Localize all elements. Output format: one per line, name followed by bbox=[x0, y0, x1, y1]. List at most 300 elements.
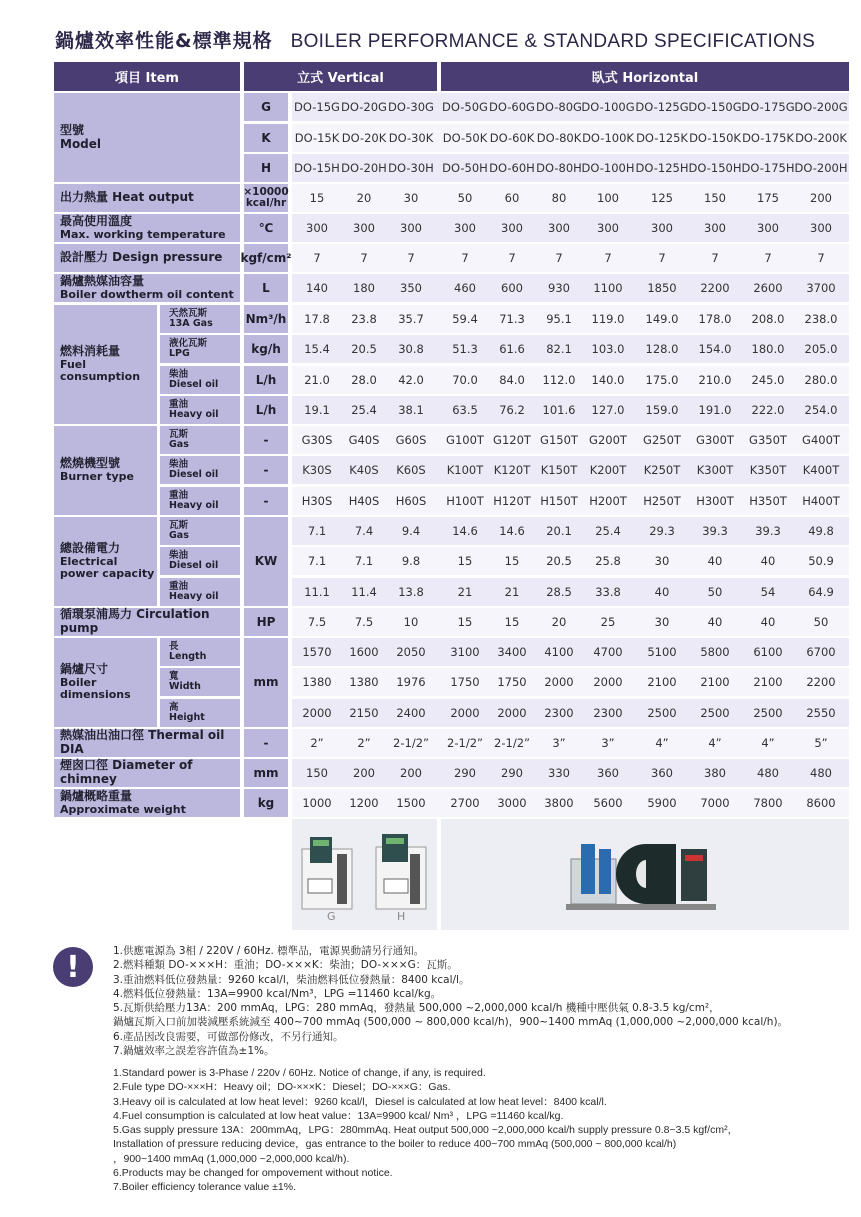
cell-fuel_gas-3: 59.4 bbox=[452, 312, 478, 326]
cell-burner_gas-9: G350T bbox=[749, 433, 787, 447]
cell-power_gas-8: 39.3 bbox=[702, 524, 728, 538]
cell-oil_content-0: 140 bbox=[306, 281, 328, 295]
cell-burner_gas-2: G60S bbox=[395, 433, 427, 447]
note-en-line: 4.Fuel consumption is calculated at low heat value：13A=9900 kcal/ Nm³ ，LPG =11460 kcal/kg. bbox=[113, 1109, 564, 1122]
cell-design_pressure-7: 7 bbox=[658, 251, 666, 265]
cell-oil_content-3: 460 bbox=[454, 281, 476, 295]
cell-design_pressure-4: 7 bbox=[508, 251, 516, 265]
vertical-boiler-photos bbox=[292, 819, 437, 930]
cell-power_diesel-2: 9.8 bbox=[401, 554, 421, 568]
cell-dim_height-1: 2150 bbox=[349, 706, 379, 720]
sub-zh-power_diesel: 柴油 bbox=[169, 549, 189, 561]
header-horizontal: 臥式 Horizontal bbox=[441, 62, 849, 91]
note-en-line: 6.Products may be changed for ompovement without notice. bbox=[113, 1167, 393, 1180]
cell-power_heavy-0: 11.1 bbox=[304, 585, 330, 599]
cell-burner_diesel-9: K350T bbox=[749, 463, 787, 477]
group-label-fuel bbox=[54, 305, 157, 424]
cell-burner_gas-0: G30S bbox=[301, 433, 333, 447]
cell-dim_length-1: 1600 bbox=[349, 645, 379, 659]
cell-dim_length-3: 3100 bbox=[450, 645, 480, 659]
cell-power_gas-5: 20.1 bbox=[546, 524, 572, 538]
cell-pump-5: 20 bbox=[551, 615, 567, 629]
label-text-pump: 循環泵浦馬力 Circulation pump bbox=[60, 607, 210, 635]
sub-label-burner_diesel bbox=[160, 456, 240, 484]
cell-fuel_lpg-3: 51.3 bbox=[452, 342, 478, 356]
group-en-dim: Boiler dimensions bbox=[60, 675, 131, 702]
sub-en-burner_diesel: Diesel oil bbox=[169, 469, 219, 480]
cell-power_diesel-5: 20.5 bbox=[546, 554, 572, 568]
cell-fuel_gas-5: 95.1 bbox=[546, 312, 572, 326]
sub-label-burner_heavy bbox=[160, 487, 240, 515]
cell-dim_length-9: 6100 bbox=[753, 645, 783, 659]
label-text-oil_dia: 熱媒油出油口徑 Thermal oil DIA bbox=[60, 728, 225, 756]
group-label-burner bbox=[54, 426, 157, 515]
cell-oil_content-8: 2200 bbox=[700, 281, 730, 295]
cell-power_diesel-3: 15 bbox=[457, 554, 473, 568]
sub-zh-dim_height: 高 bbox=[169, 701, 179, 713]
group-label-power bbox=[54, 517, 157, 606]
sub-en-fuel_lpg: LPG bbox=[169, 348, 190, 359]
label-heat_output bbox=[54, 184, 240, 212]
cell-dim_width-8: 2100 bbox=[700, 675, 730, 689]
note-en-line: Installation of pressure reducing device，gas entrance to the boiler to reduce 400~700 mmAq (500,000 ~ 800,000 kcal/h) bbox=[113, 1138, 677, 1151]
cell-fuel_lpg-5: 82.1 bbox=[546, 342, 572, 356]
cell-power_gas-1: 7.4 bbox=[354, 524, 374, 538]
cell-model_h-7: DO-125H bbox=[635, 161, 689, 175]
cell-dim_height-6: 2300 bbox=[593, 706, 623, 720]
cell-burner_gas-8: G300T bbox=[696, 433, 734, 447]
cell-heat_output-4: 60 bbox=[504, 191, 520, 205]
label-en-max_temp: Max. working temperature bbox=[60, 227, 226, 241]
cell-chimney-0: 150 bbox=[306, 766, 328, 780]
cell-design_pressure-9: 7 bbox=[764, 251, 772, 265]
cell-power_diesel-0: 7.1 bbox=[307, 554, 327, 568]
cell-chimney-2: 200 bbox=[400, 766, 422, 780]
cell-power_heavy-1: 11.4 bbox=[351, 585, 377, 599]
label-zh-oil_content: 鍋爐熱媒油容量 bbox=[60, 273, 145, 288]
cell-weight-3: 2700 bbox=[450, 796, 480, 810]
label-en-weight: Approximate weight bbox=[60, 802, 186, 816]
cell-weight-6: 5600 bbox=[593, 796, 623, 810]
cell-weight-10: 8600 bbox=[806, 796, 836, 810]
cell-model_g-7: DO-125G bbox=[635, 100, 689, 114]
cell-oil_content-9: 2600 bbox=[753, 281, 783, 295]
sub-en-dim_length: Length bbox=[169, 651, 207, 662]
note-en-line: ，900~1400 mmAq (1,000,000 ~2,000,000 kcal/h). bbox=[113, 1152, 350, 1165]
cell-power_diesel-7: 30 bbox=[654, 554, 670, 568]
sub-label-power_diesel bbox=[160, 547, 240, 575]
cell-model_h-10: DO-200H bbox=[794, 161, 848, 175]
cell-burner_gas-4: G120T bbox=[493, 433, 531, 447]
cell-burner_heavy-1: H40S bbox=[348, 494, 380, 508]
cell-fuel_gas-10: 238.0 bbox=[804, 312, 838, 326]
cell-burner_diesel-2: K60S bbox=[396, 463, 426, 477]
horizontal-boiler-illustration bbox=[441, 819, 849, 930]
note-zh-line: 5.瓦斯供給壓力13A：200 mmAq，LPG：280 mmAq，發熱量 500,000 ~2,000,000 kcal/h 機種中壓供氣 0.8-3.5 kg/cm²， bbox=[113, 1002, 720, 1015]
cell-power_heavy-10: 64.9 bbox=[808, 585, 834, 599]
unit-oil_dia: - bbox=[244, 729, 288, 757]
cell-model_g-9: DO-175G bbox=[741, 100, 795, 114]
label-chimney bbox=[54, 759, 240, 787]
note-zh-line: 6.產品因改良需要，可做部份修改，不另行通知。 bbox=[113, 1030, 344, 1043]
cell-fuel_diesel-7: 175.0 bbox=[645, 373, 679, 387]
cell-fuel_lpg-4: 61.6 bbox=[499, 342, 525, 356]
cell-weight-4: 3000 bbox=[497, 796, 527, 810]
cell-oil_content-1: 180 bbox=[353, 281, 375, 295]
sub-zh-fuel_lpg: 液化瓦斯 bbox=[169, 337, 208, 349]
cell-fuel_gas-0: 17.8 bbox=[304, 312, 330, 326]
cell-model_h-6: DO-100H bbox=[581, 161, 635, 175]
cell-oil_content-7: 1850 bbox=[647, 281, 677, 295]
sub-label-dim_width bbox=[160, 668, 240, 696]
group-en-fuel: Fuel consumption bbox=[60, 357, 141, 384]
cell-fuel_heavy-2: 38.1 bbox=[398, 403, 424, 417]
label-max_temp bbox=[54, 214, 240, 242]
cell-dim_height-2: 2400 bbox=[396, 706, 426, 720]
sub-zh-burner_heavy: 重油 bbox=[169, 489, 189, 501]
unit-power: KW bbox=[244, 517, 288, 606]
unit-max_temp: ℃ bbox=[244, 214, 288, 242]
label-model-en: Model bbox=[60, 136, 102, 151]
cell-power_heavy-6: 33.8 bbox=[595, 585, 621, 599]
cell-max_temp-5: 300 bbox=[548, 221, 570, 235]
cell-fuel_heavy-0: 19.1 bbox=[304, 403, 330, 417]
cell-fuel_diesel-5: 112.0 bbox=[542, 373, 576, 387]
cell-power_diesel-4: 15 bbox=[504, 554, 520, 568]
cell-heat_output-3: 50 bbox=[457, 191, 473, 205]
note-zh-line: 4.燃料低位發熱量：13A=9900 kcal/Nm³，LPG =11460 kcal/kg。 bbox=[113, 987, 442, 1000]
cell-max_temp-6: 300 bbox=[597, 221, 619, 235]
cell-model_g-8: DO-150G bbox=[688, 100, 742, 114]
cell-dim_width-0: 1380 bbox=[302, 675, 332, 689]
cell-burner_gas-10: G400T bbox=[802, 433, 840, 447]
cell-model_h-5: DO-80H bbox=[536, 161, 582, 175]
cell-oil_content-2: 350 bbox=[400, 281, 422, 295]
cell-model_g-3: DO-50G bbox=[442, 100, 488, 114]
cell-fuel_lpg-0: 15.4 bbox=[304, 342, 330, 356]
sub-en-burner_heavy: Heavy oil bbox=[169, 500, 219, 511]
cell-fuel_diesel-4: 84.0 bbox=[499, 373, 525, 387]
cell-max_temp-8: 300 bbox=[704, 221, 726, 235]
label-text-heat_output: 出力熱量 Heat output bbox=[60, 190, 194, 205]
cell-burner_heavy-9: H350T bbox=[749, 494, 787, 508]
cell-model_k-2: DO-30K bbox=[388, 131, 434, 145]
sub-en-fuel_heavy: Heavy oil bbox=[169, 409, 219, 420]
title-en: BOILER PERFORMANCE & STANDARD SPECIFICATIONS bbox=[290, 31, 816, 52]
sub-label-fuel_heavy bbox=[160, 396, 240, 424]
cell-power_gas-10: 49.8 bbox=[808, 524, 834, 538]
cell-model_k-8: DO-150K bbox=[689, 131, 741, 145]
cell-pump-3: 15 bbox=[457, 615, 473, 629]
cell-model_h-4: DO-60H bbox=[489, 161, 535, 175]
cell-dim_length-6: 4700 bbox=[593, 645, 623, 659]
cell-fuel_diesel-10: 280.0 bbox=[804, 373, 838, 387]
cell-power_heavy-9: 54 bbox=[760, 585, 776, 599]
cell-fuel_lpg-6: 103.0 bbox=[591, 342, 625, 356]
cell-max_temp-4: 300 bbox=[501, 221, 523, 235]
note-en-line: 2.Fule type DO-×××H：Heavy oil；DO-×××K：Diesel；DO-×××G：Gas. bbox=[113, 1081, 451, 1094]
unit-burner_diesel: - bbox=[244, 456, 288, 484]
cell-design_pressure-10: 7 bbox=[817, 251, 825, 265]
cell-burner_diesel-6: K200T bbox=[589, 463, 627, 477]
sub-en-fuel_diesel: Diesel oil bbox=[169, 379, 219, 390]
group-label-dim bbox=[54, 638, 157, 727]
label-oil_content bbox=[54, 274, 240, 302]
cell-oil_dia-4: 2-1/2” bbox=[494, 736, 530, 750]
cell-oil_dia-3: 2-1/2” bbox=[447, 736, 483, 750]
cell-heat_output-1: 20 bbox=[356, 191, 372, 205]
cell-fuel_diesel-2: 42.0 bbox=[398, 373, 424, 387]
cell-pump-7: 30 bbox=[654, 615, 670, 629]
sub-en-power_diesel: Diesel oil bbox=[169, 560, 219, 571]
cell-fuel_gas-6: 119.0 bbox=[591, 312, 625, 326]
cell-burner_gas-6: G200T bbox=[589, 433, 627, 447]
cell-fuel_heavy-3: 63.5 bbox=[452, 403, 478, 417]
label-zh-weight: 鍋爐概略重量 bbox=[60, 788, 133, 803]
unit-fuel_gas: Nm³/h bbox=[244, 305, 288, 333]
sub-zh-burner_diesel: 柴油 bbox=[169, 458, 189, 470]
cell-model_g-2: DO-30G bbox=[388, 100, 434, 114]
cell-pump-10: 50 bbox=[813, 615, 829, 629]
note-zh-line: 3.重油燃料低位發熱量：9260 kcal/l，柴油燃料低位發熱量：8400 kcal/l。 bbox=[113, 973, 470, 986]
group-zh-burner: 燃燒機型號 bbox=[60, 456, 121, 471]
label-design_pressure bbox=[54, 244, 240, 272]
cell-burner_gas-3: G100T bbox=[446, 433, 484, 447]
label-pump bbox=[54, 608, 240, 636]
cell-dim_width-9: 2100 bbox=[753, 675, 783, 689]
cell-burner_diesel-3: K100T bbox=[446, 463, 484, 477]
cell-model_k-9: DO-175K bbox=[742, 131, 794, 145]
label-text-design_pressure: 設計壓力 Design pressure bbox=[60, 250, 223, 265]
cell-max_temp-7: 300 bbox=[651, 221, 673, 235]
cell-dim_width-1: 1380 bbox=[349, 675, 379, 689]
group-en2-power: power capacity bbox=[60, 567, 155, 581]
label-model bbox=[54, 93, 240, 182]
cell-dim_height-3: 2000 bbox=[450, 706, 480, 720]
cell-dim_width-6: 2000 bbox=[593, 675, 623, 689]
cell-oil_dia-0: 2” bbox=[310, 736, 324, 750]
cell-pump-8: 40 bbox=[707, 615, 723, 629]
cell-model_g-6: DO-100G bbox=[581, 100, 635, 114]
cell-oil_content-4: 600 bbox=[501, 281, 523, 295]
cell-max_temp-3: 300 bbox=[454, 221, 476, 235]
cell-fuel_gas-7: 149.0 bbox=[645, 312, 679, 326]
cell-fuel_diesel-9: 245.0 bbox=[751, 373, 785, 387]
header-item: 項目 Item bbox=[54, 62, 240, 91]
cell-chimney-5: 330 bbox=[548, 766, 570, 780]
cell-power_heavy-5: 28.5 bbox=[546, 585, 572, 599]
sub-label-power_heavy bbox=[160, 578, 240, 606]
cell-dim_height-0: 2000 bbox=[302, 706, 332, 720]
cell-model_h-2: DO-30H bbox=[388, 161, 434, 175]
cell-fuel_heavy-1: 25.4 bbox=[351, 403, 377, 417]
cell-dim_width-4: 1750 bbox=[497, 675, 527, 689]
cell-dim_length-2: 2050 bbox=[396, 645, 426, 659]
cell-chimney-7: 360 bbox=[651, 766, 673, 780]
cell-chimney-9: 480 bbox=[757, 766, 779, 780]
sub-zh-dim_width: 寬 bbox=[169, 670, 179, 682]
cell-dim_height-8: 2500 bbox=[700, 706, 730, 720]
sub-label-fuel_lpg bbox=[160, 335, 240, 363]
cell-burner_diesel-1: K40S bbox=[349, 463, 379, 477]
note-en-line: 7.Boiler efficiency tolerance value ±1%. bbox=[113, 1181, 297, 1194]
cell-burner_heavy-2: H60S bbox=[395, 494, 427, 508]
cell-model_g-4: DO-60G bbox=[489, 100, 535, 114]
cell-burner_diesel-10: K400T bbox=[802, 463, 840, 477]
sub-label-fuel_diesel bbox=[160, 366, 240, 394]
cell-chimney-3: 290 bbox=[454, 766, 476, 780]
cell-fuel_lpg-2: 30.8 bbox=[398, 342, 424, 356]
cell-chimney-4: 290 bbox=[501, 766, 523, 780]
cell-model_k-0: DO-15K bbox=[294, 131, 340, 145]
sub-label-fuel_gas bbox=[160, 305, 240, 333]
cell-model_g-1: DO-20G bbox=[341, 100, 387, 114]
cell-dim_length-10: 6700 bbox=[806, 645, 836, 659]
cell-dim_height-10: 2550 bbox=[806, 706, 836, 720]
cell-fuel_diesel-6: 140.0 bbox=[591, 373, 625, 387]
sub-zh-power_gas: 瓦斯 bbox=[169, 519, 189, 531]
label-oil_dia bbox=[54, 729, 240, 757]
cell-burner_heavy-4: H120T bbox=[493, 494, 531, 508]
cell-weight-1: 1200 bbox=[349, 796, 379, 810]
unit-dim: mm bbox=[244, 638, 288, 727]
group-zh-dim: 鍋爐尺寸 bbox=[60, 661, 109, 676]
unit-fuel_diesel: L/h bbox=[244, 366, 288, 394]
cell-power_gas-0: 7.1 bbox=[307, 524, 327, 538]
cell-chimney-10: 480 bbox=[810, 766, 832, 780]
cell-power_heavy-4: 21 bbox=[504, 585, 520, 599]
photo-label-h: H bbox=[397, 910, 406, 923]
vertical-boiler-illustration bbox=[292, 819, 437, 930]
cell-dim_height-5: 2300 bbox=[544, 706, 574, 720]
cell-dim_length-8: 5800 bbox=[700, 645, 730, 659]
cell-fuel_lpg-10: 205.0 bbox=[804, 342, 838, 356]
sub-en-fuel_gas: 13A Gas bbox=[169, 318, 213, 329]
cell-heat_output-6: 100 bbox=[597, 191, 619, 205]
sub-label-dim_length bbox=[160, 638, 240, 666]
cell-burner_heavy-7: H250T bbox=[643, 494, 681, 508]
cell-model_h-9: DO-175H bbox=[741, 161, 795, 175]
cell-oil_dia-7: 4” bbox=[655, 736, 669, 750]
cell-fuel_lpg-1: 20.5 bbox=[351, 342, 377, 356]
cell-dim_height-9: 2500 bbox=[753, 706, 783, 720]
cell-design_pressure-2: 7 bbox=[407, 251, 415, 265]
cell-model_k-5: DO-80K bbox=[536, 131, 582, 145]
cell-chimney-1: 200 bbox=[353, 766, 375, 780]
cell-dim_width-3: 1750 bbox=[450, 675, 480, 689]
cell-burner_gas-5: G150T bbox=[540, 433, 578, 447]
cell-design_pressure-6: 7 bbox=[604, 251, 612, 265]
cell-power_gas-2: 9.4 bbox=[401, 524, 421, 538]
group-zh-fuel: 燃料消耗量 bbox=[60, 343, 121, 358]
cell-model_g-0: DO-15G bbox=[294, 100, 340, 114]
cell-model_g-5: DO-80G bbox=[536, 100, 582, 114]
cell-model_h-0: DO-15H bbox=[294, 161, 340, 175]
sub-zh-dim_length: 長 bbox=[169, 640, 179, 652]
cell-power_gas-9: 39.3 bbox=[755, 524, 781, 538]
cell-model_h-3: DO-50H bbox=[442, 161, 488, 175]
cell-fuel_gas-4: 71.3 bbox=[499, 312, 525, 326]
cell-max_temp-1: 300 bbox=[353, 221, 375, 235]
sub-zh-fuel_diesel: 柴油 bbox=[169, 368, 189, 380]
sub-zh-power_heavy: 重油 bbox=[169, 580, 189, 592]
unit-heat_output: ×10000 kcal/hr bbox=[244, 184, 288, 212]
cell-pump-9: 40 bbox=[760, 615, 776, 629]
cell-fuel_diesel-0: 21.0 bbox=[304, 373, 330, 387]
cell-burner_diesel-0: K30S bbox=[302, 463, 332, 477]
title-zh: 鍋爐效率性能&標準規格 bbox=[55, 30, 273, 52]
sub-label-dim_height bbox=[160, 699, 240, 727]
note-zh-line: 2.燃料種類 DO-×××H：重油；DO-×××K：柴油；DO-×××G：瓦斯。 bbox=[113, 959, 458, 972]
note-en-line: 1.Standard power is 3-Phase / 220v / 60Hz. Notice of change, if any, is required. bbox=[113, 1067, 486, 1079]
cell-model_h-1: DO-20H bbox=[341, 161, 387, 175]
cell-heat_output-5: 80 bbox=[551, 191, 567, 205]
cell-power_gas-3: 14.6 bbox=[452, 524, 478, 538]
unit-model_g: G bbox=[244, 93, 288, 121]
cell-burner_heavy-6: H200T bbox=[589, 494, 627, 508]
cell-pump-1: 7.5 bbox=[354, 615, 374, 629]
cell-oil_dia-1: 2” bbox=[357, 736, 371, 750]
cell-power_diesel-9: 40 bbox=[760, 554, 776, 568]
cell-oil_dia-6: 3” bbox=[601, 736, 615, 750]
cell-burner_diesel-7: K250T bbox=[643, 463, 681, 477]
cell-burner_gas-7: G250T bbox=[643, 433, 681, 447]
cell-pump-2: 10 bbox=[403, 615, 419, 629]
note-zh-line: 鍋爐瓦斯入口前加裝減壓系統減至 400~700 mmAq (500,000 ~ 800,000 kcal/h)，900~1400 mmAq (1,000,000 ~2,000,000 kcal/h)。 bbox=[113, 1016, 789, 1029]
unit-design_pressure: kgf/cm² bbox=[244, 244, 288, 272]
cell-power_diesel-8: 40 bbox=[707, 554, 723, 568]
cell-fuel_heavy-7: 159.0 bbox=[645, 403, 679, 417]
page-title bbox=[55, 26, 815, 53]
cell-power_gas-4: 14.6 bbox=[499, 524, 525, 538]
cell-dim_length-4: 3400 bbox=[497, 645, 527, 659]
cell-heat_output-2: 30 bbox=[403, 191, 419, 205]
cell-model_k-10: DO-200K bbox=[795, 131, 847, 145]
unit-chimney: mm bbox=[244, 759, 288, 787]
cell-weight-2: 1500 bbox=[396, 796, 426, 810]
cell-fuel_heavy-8: 191.0 bbox=[698, 403, 732, 417]
cell-model_g-10: DO-200G bbox=[794, 100, 848, 114]
cell-weight-8: 7000 bbox=[700, 796, 730, 810]
cell-heat_output-10: 200 bbox=[810, 191, 832, 205]
cell-oil_dia-10: 5” bbox=[814, 736, 828, 750]
cell-dim_width-2: 1976 bbox=[396, 675, 426, 689]
cell-power_heavy-2: 13.8 bbox=[398, 585, 424, 599]
cell-dim_height-7: 2500 bbox=[647, 706, 677, 720]
cell-chimney-6: 360 bbox=[597, 766, 619, 780]
label-zh-max_temp: 最高使用溫度 bbox=[60, 213, 133, 228]
cell-pump-4: 15 bbox=[504, 615, 520, 629]
unit-model_k: K bbox=[244, 124, 288, 152]
cell-heat_output-7: 125 bbox=[651, 191, 673, 205]
cell-burner_diesel-8: K300T bbox=[696, 463, 734, 477]
cell-fuel_heavy-10: 254.0 bbox=[804, 403, 838, 417]
cell-oil_content-6: 1100 bbox=[593, 281, 623, 295]
cell-dim_length-5: 4100 bbox=[544, 645, 574, 659]
label-model-zh: 型號 bbox=[60, 122, 85, 137]
cell-oil_content-5: 930 bbox=[548, 281, 570, 295]
cell-oil_dia-9: 4” bbox=[761, 736, 775, 750]
cell-max_temp-10: 300 bbox=[810, 221, 832, 235]
cell-design_pressure-0: 7 bbox=[313, 251, 321, 265]
sub-zh-fuel_gas: 天然瓦斯 bbox=[169, 307, 208, 319]
cell-model_k-7: DO-125K bbox=[636, 131, 688, 145]
group-en1-power: Electrical bbox=[60, 554, 118, 568]
note-zh-line: 7.鍋爐效率之誤差容許值為±1%。 bbox=[113, 1045, 275, 1058]
cell-design_pressure-8: 7 bbox=[711, 251, 719, 265]
cell-oil_dia-2: 2-1/2” bbox=[393, 736, 429, 750]
cell-fuel_lpg-9: 180.0 bbox=[751, 342, 785, 356]
